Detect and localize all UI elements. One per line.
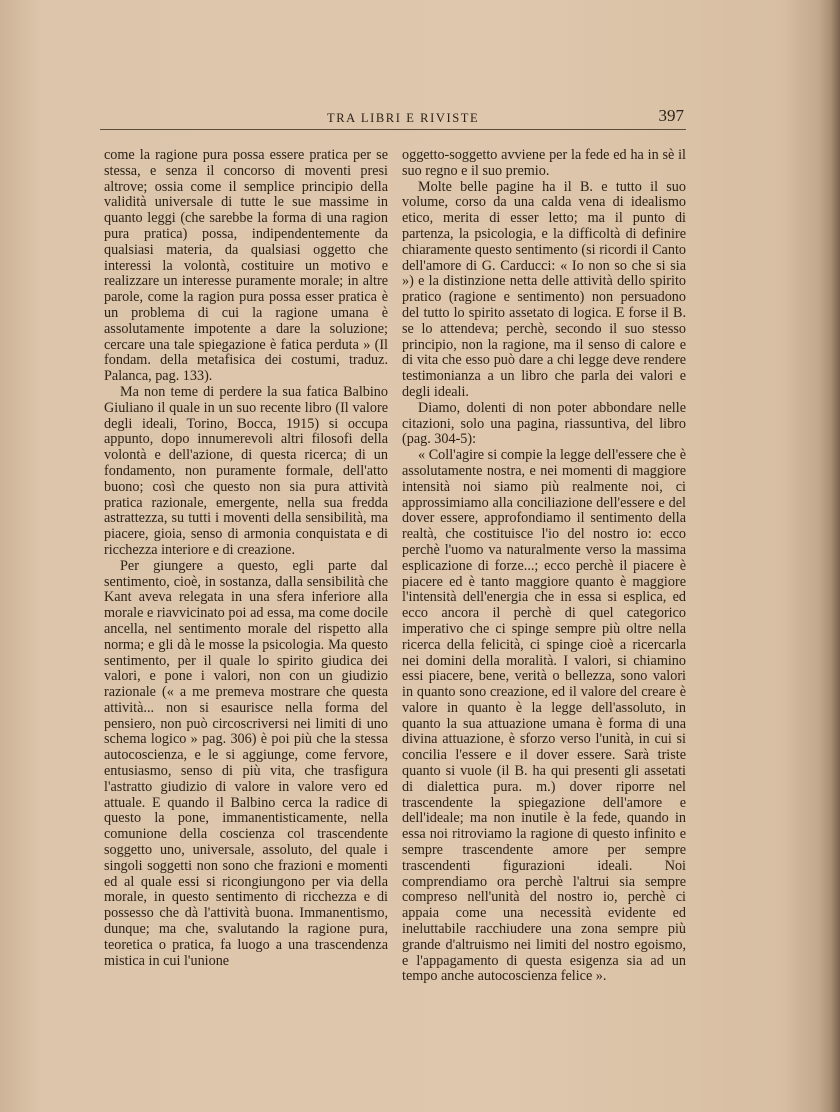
paragraph: Diamo, dolenti di non poter abbondare nelle citazioni, solo una pagina, riassuntiva, del libro (pag. 304-5):: [402, 399, 686, 448]
right-column: [402, 148, 686, 985]
paragraph: Ma non teme di perdere la sua fatica Balbino Giuliano il quale in un suo recente libro (Il valore degli ideali, Torino, Bocca, 1915) si occupa appunto, dopo innumerevoli altri filosofi della volontà e dell'azione, di questa ricerca; di un fondamento, non puramente formale, dell'atto buono; così che questo non sia pura attività pratica razionale, emergente, nella sua fredda astrattezza, su tutti i moventi della sensibilità, ma piacere, gioia, senso di armonia conquistata e di ricchezza interiore e di creazione.: [104, 383, 388, 558]
page-number: 397: [658, 106, 684, 125]
header-rule: [100, 129, 686, 130]
left-column: [104, 148, 388, 969]
paragraph: Molte belle pagine ha il B. e tutto il suo volume, corso da una calda vena di idealismo etico, merita di esser letto; ma il punto di partenza, la psicologia, e la difficoltà di definire chiaramente questo sentimento (si ricordi il Canto dell'amore di G. Carducci: « Io non so che si sia ») e la distinzione netta delle attività dello spirito pratico (ragione e sentimento) non persuadono del tutto lo spirito assetato di logica. E forse il B. se lo attendeva; perchè, secondo il suo stesso principio, non la ragione, ma il senso di calore e di vita che esso può dare a chi legge deve rendere testimonianza a un libro che parla dei valori e degli ideali.: [402, 178, 686, 400]
paragraph: oggetto-soggetto avviene per la fede ed ha in sè il suo regno e il suo premio.: [402, 147, 686, 179]
running-title: TRA LIBRI E RIVISTE: [327, 111, 480, 125]
paragraph: Per giungere a questo, egli parte dal sentimento, cioè, in sostanza, dalla sensibilità che Kant aveva relegata in una sfera inferiore alla morale e riavvicinato poi ad essa, ma come docile ancella, nel sentimento morale del rispetto alla norma; e gli dà le mosse la psicologia. Ma questo sentimento, per il quale lo spirito giudica dei valori, e pone i valori, non con un giudizio razionale (« a me premeva mostrare che questa attività... non si esaurisce nella forma del pensiero, non può circoscriversi nei limiti di uno schema logico » pag. 306) è poi più che la stessa autocoscienza, e le si aggiunge, come fervore, entusiasmo, senso di più vita, che trasfigura l'astratto giudizio di valore in valore vero ed attuale. E quando il Balbino cerca la radice di questo la pone, immanentisticamente, nella comunione della coscienza col trascendente soggetto uno, universale, assoluto, del quale i singoli soggetti non sono che frazioni e momenti ed al quale essi si ricongiungono per via della morale, in questo sentimento di ricchezza e di possesso che dà l'attività buona. Immanentismo, dunque; ma che, svalutando la ragione pura, teoretica o pratica, fa luogo a una trascendenza mistica in cui l'unione: [104, 557, 388, 969]
paragraph: come la ragione pura possa essere pratica per se stessa, e senza il concorso di moventi presi altrove; ossia come il semplice principio della validità universale di tutte le sue massime in quanto leggi (che sarebbe la forma di una ragion pura pratica) possa, indipendentemente da qualsiasi materia, da qualsiasi oggetto che interessi la volontà, costituire un motivo e realizzare un interesse puramente morale; in altre parole, come la ragion pura possa esser pratica è un problema di cui la ragione umana è assolutamente impotente a dare la soluzione; cercare una tale spiegazione è fatica perduta » (Il fondam. della metafisica dei costumi, traduz. Palanca, pag. 133).: [104, 147, 388, 385]
page-edge-shadow: [818, 0, 840, 1112]
quotation: « Coll'agire si compie la legge dell'essere che è assolutamente nostra, e nei momenti di maggiore intensità noi siamo più realmente noi, ci approssimiamo alla conciliazione dell'essere e del dover essere, approfondiamo il sentimento della realtà, che costituisce l'io del nostro io: ecco perchè l'uomo va naturalmente verso la massima esplicazione di forze...; ecco perchè il piacere è piacere ed è tanto maggiore quanto è maggiore l'intensità dell'energia che in essa si esplica, ed ecco ancora il perchè di quel categorico imperativo che ci spinge sempre più oltre nella ricerca della felicità, ci spinge cioè a ricercarla nei domini della moralità. I valori, si chiamino essi piacere, bene, verità o bellezza, sono valori in quanto sono creazione, ed il valore del creare è valore in quanto è la legge dell'assoluto, in quanto la sua attuazione umana è forma di una divina attuazione, è sforzo verso l'unità, in cui si concilia l'essere e il dover essere. Sarà triste quanto si vuole (il B. ha qui presenti gli assetati di dialettica pura. m.) dover riporre nel trascendente la spiegazione dell'amore e dell'ideale; ma non inutile è la fede, quando in essa noi ritroviamo la ragione di questo infinito e sempre trascendente amore per sempre trascendenti figurazioni ideali. Noi comprendiamo ora perchè l'altrui sia sempre compreso nell'unità del nostro io, perchè ci appaia come una necessità evidente ed ineluttabile racchiudere una zona sempre più grande d'altruismo nei limiti del nostro egoismo, e l'appagamento di questa esigenza sia ad un tempo anche autocoscienza felice ».: [402, 447, 686, 985]
page-header: [100, 106, 688, 130]
